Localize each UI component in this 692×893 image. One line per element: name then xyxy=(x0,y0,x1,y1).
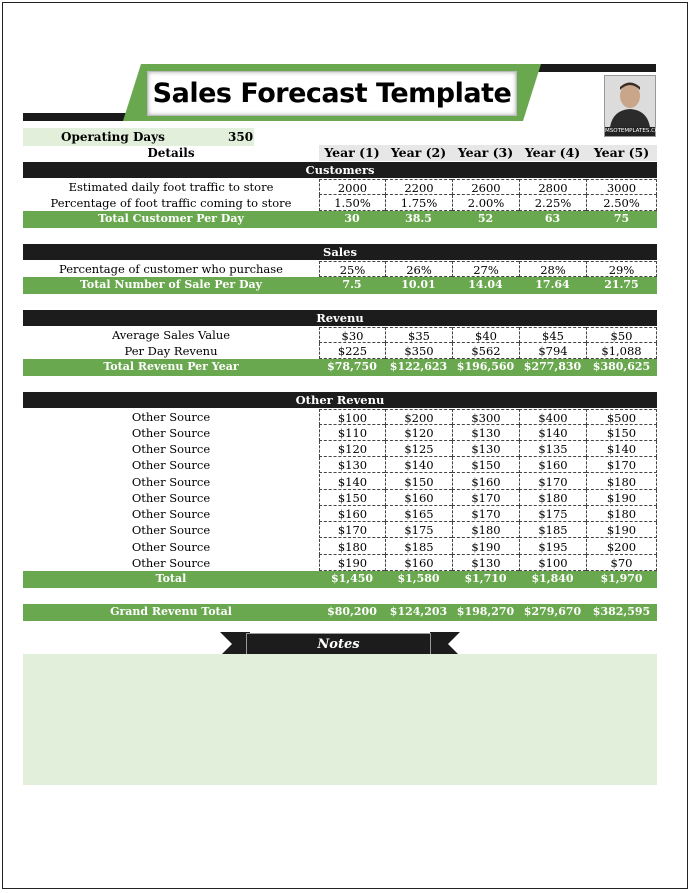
value-cell[interactable]: $225 xyxy=(319,343,385,359)
row-label: Percentage of foot traffic coming to store xyxy=(50,196,292,210)
value-cell[interactable]: 27% xyxy=(452,261,519,277)
row-label: Other Source xyxy=(131,410,211,424)
grand-total-row xyxy=(23,604,657,621)
avatar xyxy=(604,75,664,137)
total-label: Total xyxy=(155,572,187,585)
value-cell[interactable]: $130 xyxy=(452,425,519,441)
value-cell[interactable]: $190 xyxy=(586,522,657,538)
value-cell[interactable]: $135 xyxy=(519,441,586,457)
total-row xyxy=(23,359,657,376)
value-cell[interactable]: 3000 xyxy=(586,179,657,195)
value-cell[interactable]: $190 xyxy=(586,490,657,506)
table-row xyxy=(23,425,657,441)
total-label: Total Customer Per Day xyxy=(98,212,244,225)
value-cell[interactable]: $500 xyxy=(586,409,657,425)
table-row xyxy=(23,522,657,538)
value-cell[interactable]: 2.50% xyxy=(586,195,657,211)
value-cell[interactable]: $130 xyxy=(452,441,519,457)
table-row xyxy=(23,457,657,473)
section-title: Sales xyxy=(323,245,357,259)
value-cell[interactable]: $150 xyxy=(385,474,452,490)
value-cell[interactable]: $300 xyxy=(452,409,519,425)
year-header: Year (4) xyxy=(519,145,586,161)
value-cell[interactable]: $1,088 xyxy=(586,343,657,359)
row-label: Other Source xyxy=(131,491,211,505)
operating-days-value[interactable]: 350 xyxy=(228,130,254,144)
row-label: Other Source xyxy=(131,442,211,456)
value-cell[interactable]: 2600 xyxy=(452,179,519,195)
value-cell[interactable]: 29% xyxy=(586,261,657,277)
total-label: Total Number of Sale Per Day xyxy=(79,278,263,291)
year-header-row xyxy=(23,145,657,161)
value-cell[interactable]: $200 xyxy=(385,409,452,425)
revenu-section-header xyxy=(23,310,657,326)
value-cell[interactable]: $350 xyxy=(385,343,452,359)
row-label: Estimated daily foot traffic to store xyxy=(68,180,274,194)
total-value: 63 xyxy=(544,212,561,225)
value-cell[interactable]: $190 xyxy=(319,555,385,571)
customers-section-header xyxy=(23,162,657,178)
value-cell[interactable]: $160 xyxy=(319,506,385,522)
row-label: Percentage of customer who purchase xyxy=(59,262,283,276)
total-value: 10.01 xyxy=(401,278,436,291)
value-cell[interactable]: $175 xyxy=(519,506,586,522)
value-cell[interactable]: $562 xyxy=(452,343,519,359)
value-cell[interactable]: $30 xyxy=(319,327,385,343)
value-cell[interactable]: $140 xyxy=(319,474,385,490)
value-cell[interactable]: 1.75% xyxy=(385,195,452,211)
value-cell[interactable]: $165 xyxy=(385,506,452,522)
value-cell[interactable]: $140 xyxy=(519,425,586,441)
value-cell[interactable]: $125 xyxy=(385,441,452,457)
value-cell[interactable]: $140 xyxy=(586,441,657,457)
grand-total-value: $124,203 xyxy=(389,605,448,618)
table-row xyxy=(23,261,657,277)
value-cell[interactable]: 2000 xyxy=(319,179,385,195)
value-cell[interactable]: 25% xyxy=(319,261,385,277)
banner-stripe-right xyxy=(530,64,656,72)
table-row xyxy=(23,490,657,506)
value-cell[interactable]: $170 xyxy=(452,490,519,506)
grand-total-value: $80,200 xyxy=(327,605,377,618)
total-value: $122,623 xyxy=(389,360,448,373)
row-label: Other Source xyxy=(131,523,211,537)
total-value: 52 xyxy=(477,212,494,225)
table-row xyxy=(23,555,657,571)
row-label: Other Source xyxy=(131,458,211,472)
table-row xyxy=(23,343,657,359)
sales-section-header xyxy=(23,244,657,260)
operating-days-box xyxy=(23,128,254,146)
value-cell[interactable]: $120 xyxy=(385,425,452,441)
row-label: Other Source xyxy=(131,426,211,440)
total-value: 17.64 xyxy=(535,278,570,291)
details-label: Details xyxy=(147,146,195,160)
table-row xyxy=(23,474,657,490)
table-row xyxy=(23,195,657,211)
total-value: $1,840 xyxy=(531,572,574,585)
total-value: 30 xyxy=(344,212,360,225)
year-header: Year (3) xyxy=(452,145,519,161)
total-value: $196,560 xyxy=(456,360,515,373)
value-cell[interactable]: $45 xyxy=(519,327,586,343)
year-header: Year (5) xyxy=(586,145,657,161)
year-header: Year (2) xyxy=(385,145,452,161)
value-cell[interactable]: $170 xyxy=(452,506,519,522)
table-row xyxy=(23,506,657,522)
value-cell[interactable]: $150 xyxy=(319,490,385,506)
section-title: Customers xyxy=(305,163,375,177)
value-cell[interactable]: $130 xyxy=(319,457,385,473)
value-cell[interactable]: $180 xyxy=(586,474,657,490)
value-cell[interactable]: $160 xyxy=(452,474,519,490)
page-title: Sales Forecast Template xyxy=(147,71,517,116)
row-label: Per Day Revenu xyxy=(124,344,218,358)
year-header: Year (1) xyxy=(319,145,385,161)
value-cell[interactable]: 2200 xyxy=(385,179,452,195)
value-cell[interactable]: $110 xyxy=(319,425,385,441)
total-label: Total Revenu Per Year xyxy=(103,360,239,373)
value-cell[interactable]: 2.25% xyxy=(519,195,586,211)
value-cell[interactable]: $180 xyxy=(519,490,586,506)
value-cell[interactable]: $100 xyxy=(319,409,385,425)
grand-total-label: Grand Revenu Total xyxy=(110,605,232,618)
table-row xyxy=(23,441,657,457)
value-cell[interactable]: 1.50% xyxy=(319,195,385,211)
total-value: 38.5 xyxy=(405,212,432,225)
value-cell[interactable]: $170 xyxy=(586,457,657,473)
value-cell[interactable]: $185 xyxy=(385,539,452,555)
value-cell[interactable]: 2800 xyxy=(519,179,586,195)
value-cell[interactable]: $150 xyxy=(452,457,519,473)
grand-total-value: $382,595 xyxy=(592,605,651,618)
value-cell[interactable]: $180 xyxy=(452,522,519,538)
value-cell[interactable]: $160 xyxy=(519,457,586,473)
row-label: Other Source xyxy=(131,475,211,489)
value-cell[interactable]: $130 xyxy=(452,555,519,571)
total-row xyxy=(23,211,657,228)
value-cell[interactable]: $400 xyxy=(519,409,586,425)
total-value: 14.04 xyxy=(468,278,503,291)
grand-total-value: $198,270 xyxy=(456,605,515,618)
person-photo-icon xyxy=(605,76,655,127)
total-value: $277,830 xyxy=(523,360,582,373)
table-row xyxy=(23,409,657,425)
table-row xyxy=(23,179,657,195)
total-value: $78,750 xyxy=(327,360,377,373)
value-cell[interactable]: $195 xyxy=(519,539,586,555)
value-cell[interactable]: $40 xyxy=(452,327,519,343)
value-cell[interactable]: 28% xyxy=(519,261,586,277)
row-label: Other Source xyxy=(131,507,211,521)
total-value: 7.5 xyxy=(342,278,362,291)
total-value: $380,625 xyxy=(592,360,651,373)
value-cell[interactable]: $160 xyxy=(385,490,452,506)
value-cell[interactable]: $200 xyxy=(586,539,657,555)
table-row xyxy=(23,327,657,343)
value-cell[interactable]: 2.00% xyxy=(452,195,519,211)
total-value: $1,710 xyxy=(464,572,507,585)
value-cell[interactable]: $150 xyxy=(586,425,657,441)
avatar-caption: MSOTEMPLATES.COM xyxy=(605,128,664,134)
notes-area[interactable] xyxy=(23,654,657,785)
section-title: Other Revenu xyxy=(295,393,385,407)
value-cell[interactable]: $794 xyxy=(519,343,586,359)
total-value: 21.75 xyxy=(604,278,639,291)
value-cell[interactable]: $70 xyxy=(586,555,657,571)
grand-total-value: $279,670 xyxy=(523,605,582,618)
table-row xyxy=(23,539,657,555)
total-value: $1,580 xyxy=(397,572,440,585)
value-cell[interactable]: $160 xyxy=(385,555,452,571)
value-cell[interactable]: $140 xyxy=(385,457,452,473)
value-cell[interactable]: $35 xyxy=(385,327,452,343)
value-cell[interactable]: $170 xyxy=(319,522,385,538)
value-cell[interactable]: 26% xyxy=(385,261,452,277)
total-value: $1,970 xyxy=(600,572,643,585)
value-cell[interactable]: $180 xyxy=(586,506,657,522)
row-label: Other Source xyxy=(131,540,211,554)
total-value: 75 xyxy=(613,212,630,225)
value-cell[interactable]: $175 xyxy=(385,522,452,538)
value-cell[interactable]: $120 xyxy=(319,441,385,457)
value-cell[interactable]: $50 xyxy=(586,327,657,343)
section-title: Revenu xyxy=(316,311,364,325)
value-cell[interactable]: $180 xyxy=(319,539,385,555)
operating-days-label: Operating Days xyxy=(61,130,165,144)
total-row xyxy=(23,571,657,588)
value-cell[interactable]: $170 xyxy=(519,474,586,490)
row-label: Average Sales Value xyxy=(111,328,231,342)
value-cell[interactable]: $185 xyxy=(519,522,586,538)
total-row xyxy=(23,277,657,294)
row-label: Other Source xyxy=(131,556,211,570)
other-revenu-section-header xyxy=(23,392,657,408)
total-value: $1,450 xyxy=(330,572,374,585)
value-cell[interactable]: $100 xyxy=(519,555,586,571)
notes-label: Notes xyxy=(246,633,431,655)
value-cell[interactable]: $190 xyxy=(452,539,519,555)
